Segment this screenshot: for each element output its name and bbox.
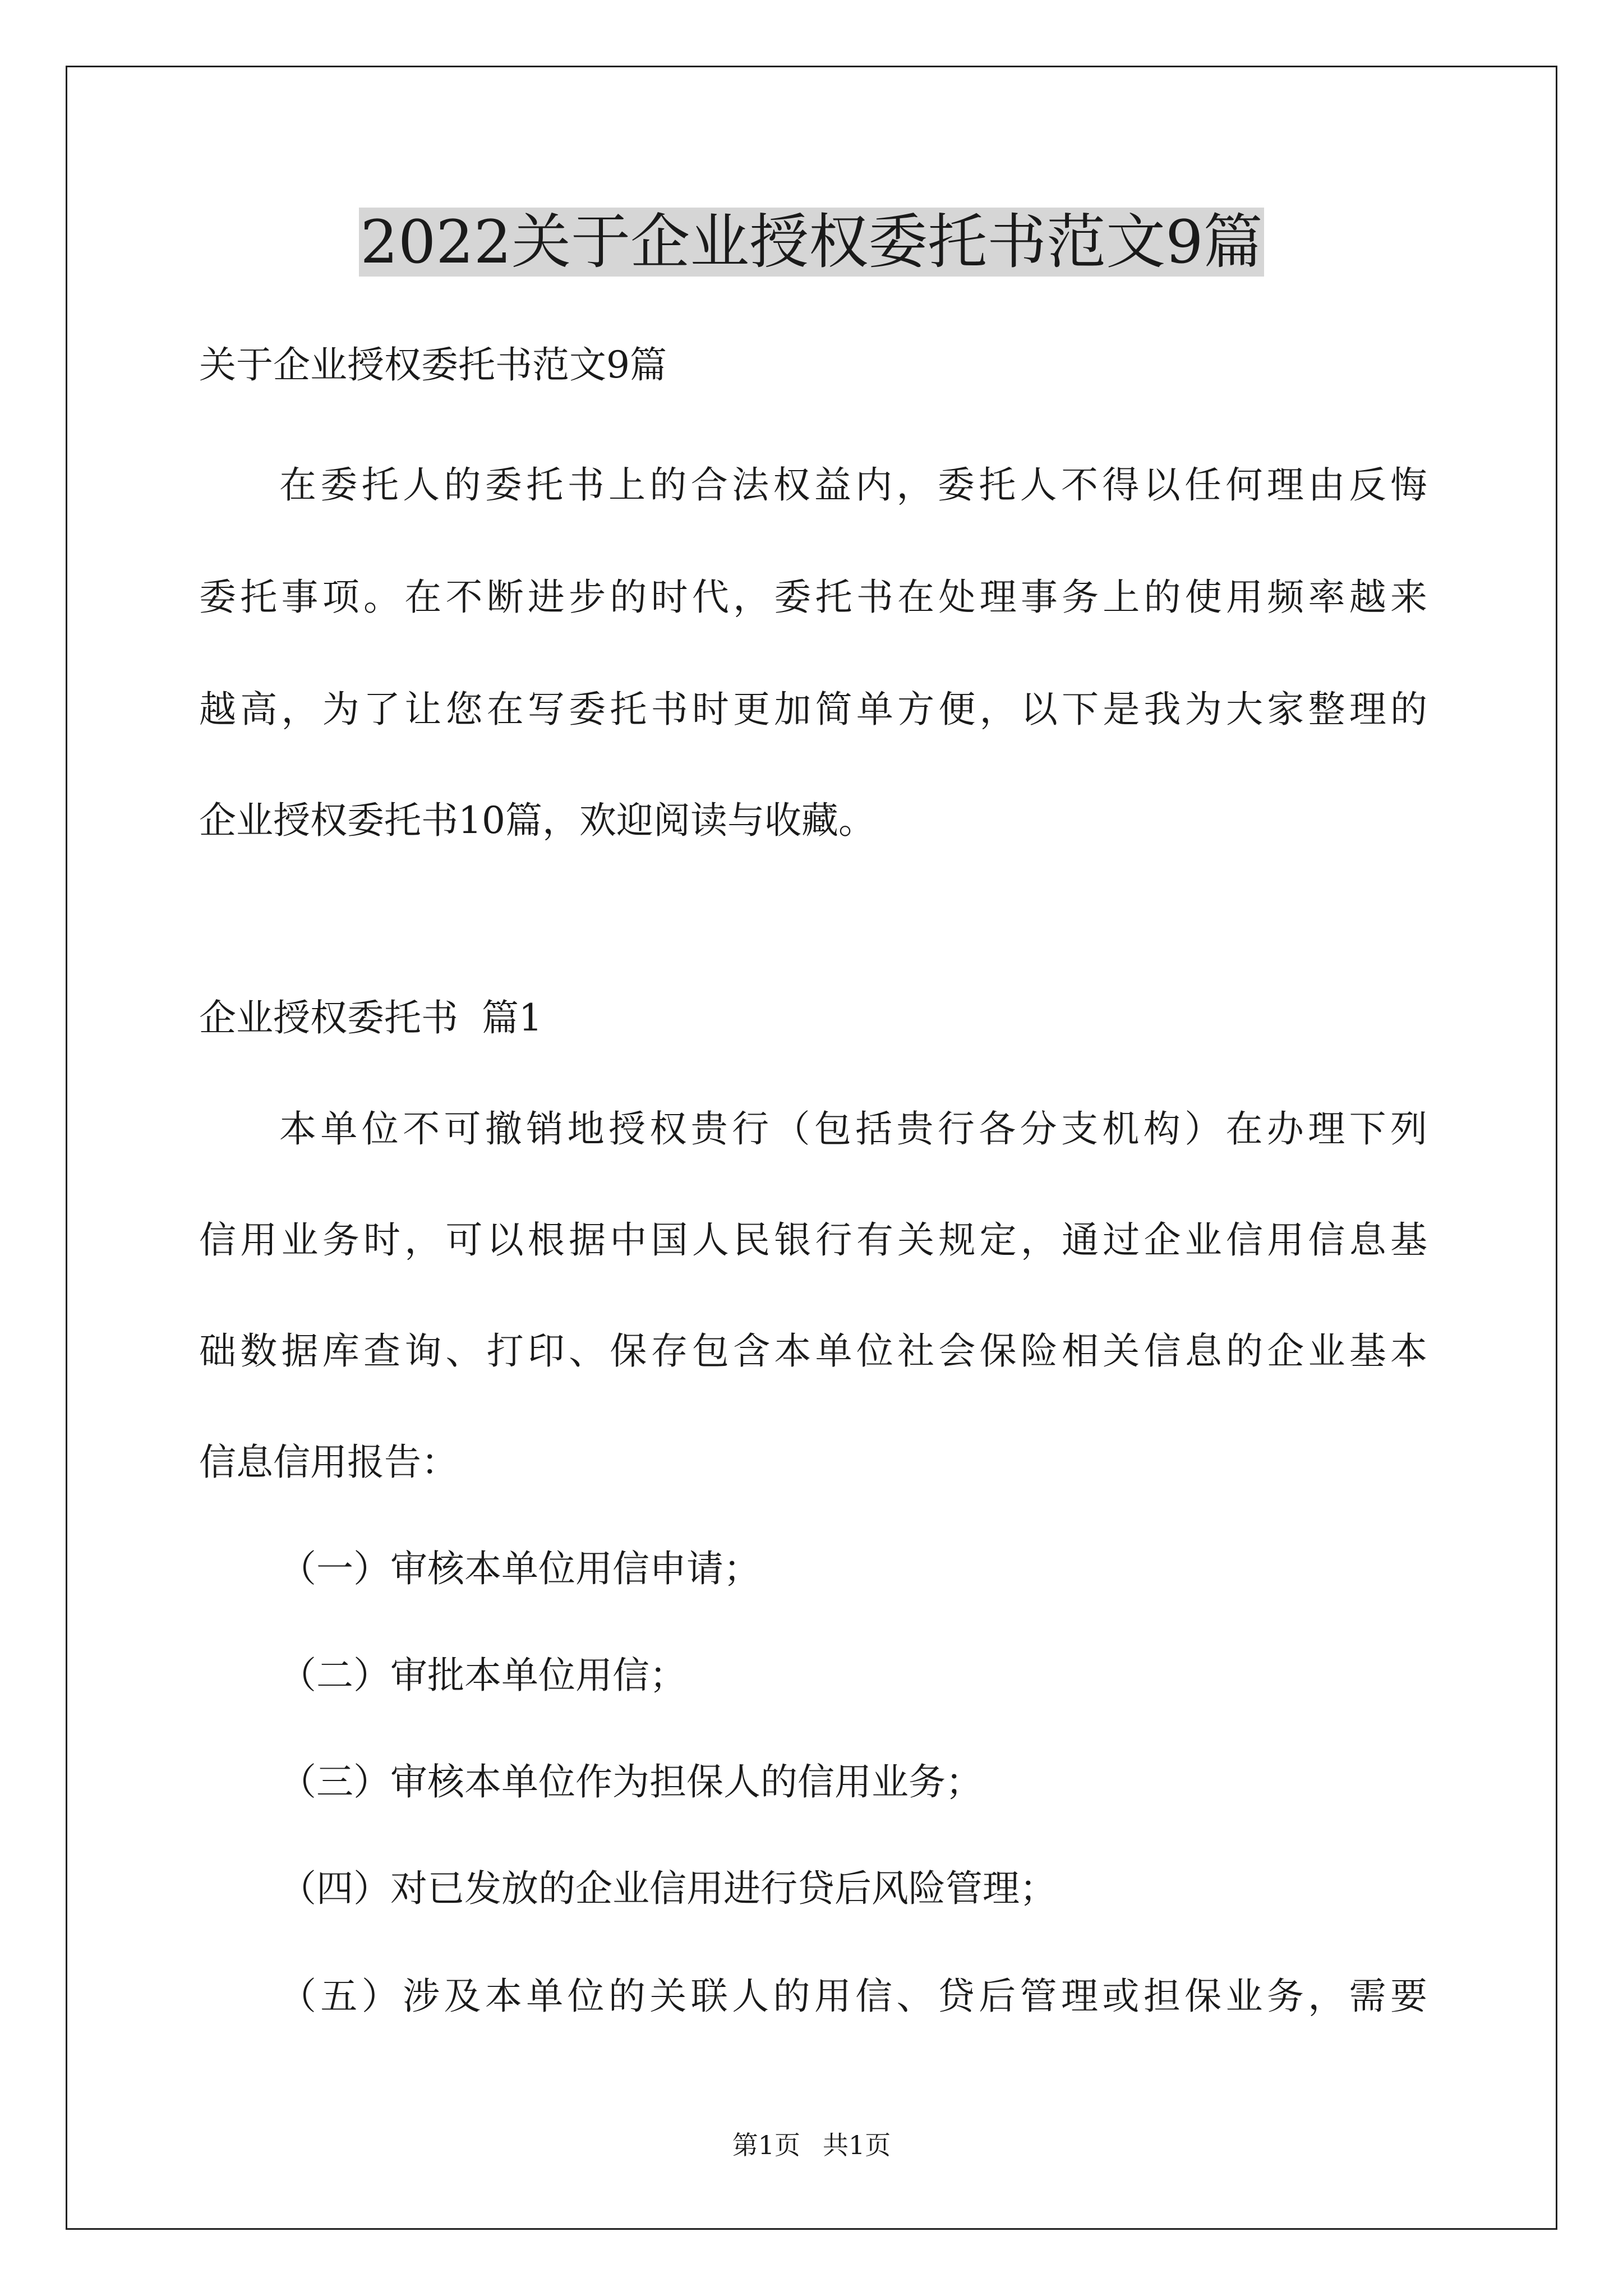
- intro-line-2: 委托事项。在不断进步的时代，委托书在处理事务上的使用频率越来: [199, 576, 1427, 619]
- body-line-3: 础数据库查询、打印、保存包含本单位社会保险相关信息的企业基本: [199, 1329, 1427, 1373]
- intro-line-4: 企业授权委托书10篇，欢迎阅读与收藏。: [199, 799, 875, 842]
- list-item-1: （一）审核本单位用信申请；: [279, 1547, 760, 1590]
- intro-line-3: 越高，为了让您在写委托书时更加简单方便，以下是我为大家整理的: [199, 688, 1427, 731]
- list-item-3: （三）审核本单位作为担保人的信用业务；: [279, 1760, 983, 1803]
- intro-line-1: 在委托人的委托书上的合法权益内，委托人不得以任何理由反悔: [279, 463, 1427, 507]
- section-heading: 企业授权委托书 篇1: [199, 996, 542, 1039]
- document-title: [0, 203, 1623, 282]
- body-line-1: 本单位不可撤销地授权贵行（包括贵行各分支机构）在办理下列: [279, 1107, 1427, 1151]
- document-title-text: 2022关于企业授权委托书范文9篇: [360, 208, 1263, 277]
- page-number: 第1页: [732, 2130, 800, 2160]
- page-total: 共1页: [823, 2130, 891, 2160]
- page-footer: [0, 2128, 1623, 2162]
- document-subtitle: 关于企业授权委托书范文9篇: [199, 343, 667, 386]
- body-line-2: 信用业务时，可以根据中国人民银行有关规定，通过企业信用信息基: [199, 1218, 1427, 1262]
- list-item-5: （五）涉及本单位的关联人的用信、贷后管理或担保业务，需要: [279, 1975, 1427, 2018]
- list-item-4: （四）对已发放的企业信用进行贷后风险管理；: [279, 1867, 1057, 1910]
- body-line-4: 信息信用报告：: [199, 1441, 458, 1484]
- list-item-2: （二）审批本单位用信；: [279, 1654, 686, 1697]
